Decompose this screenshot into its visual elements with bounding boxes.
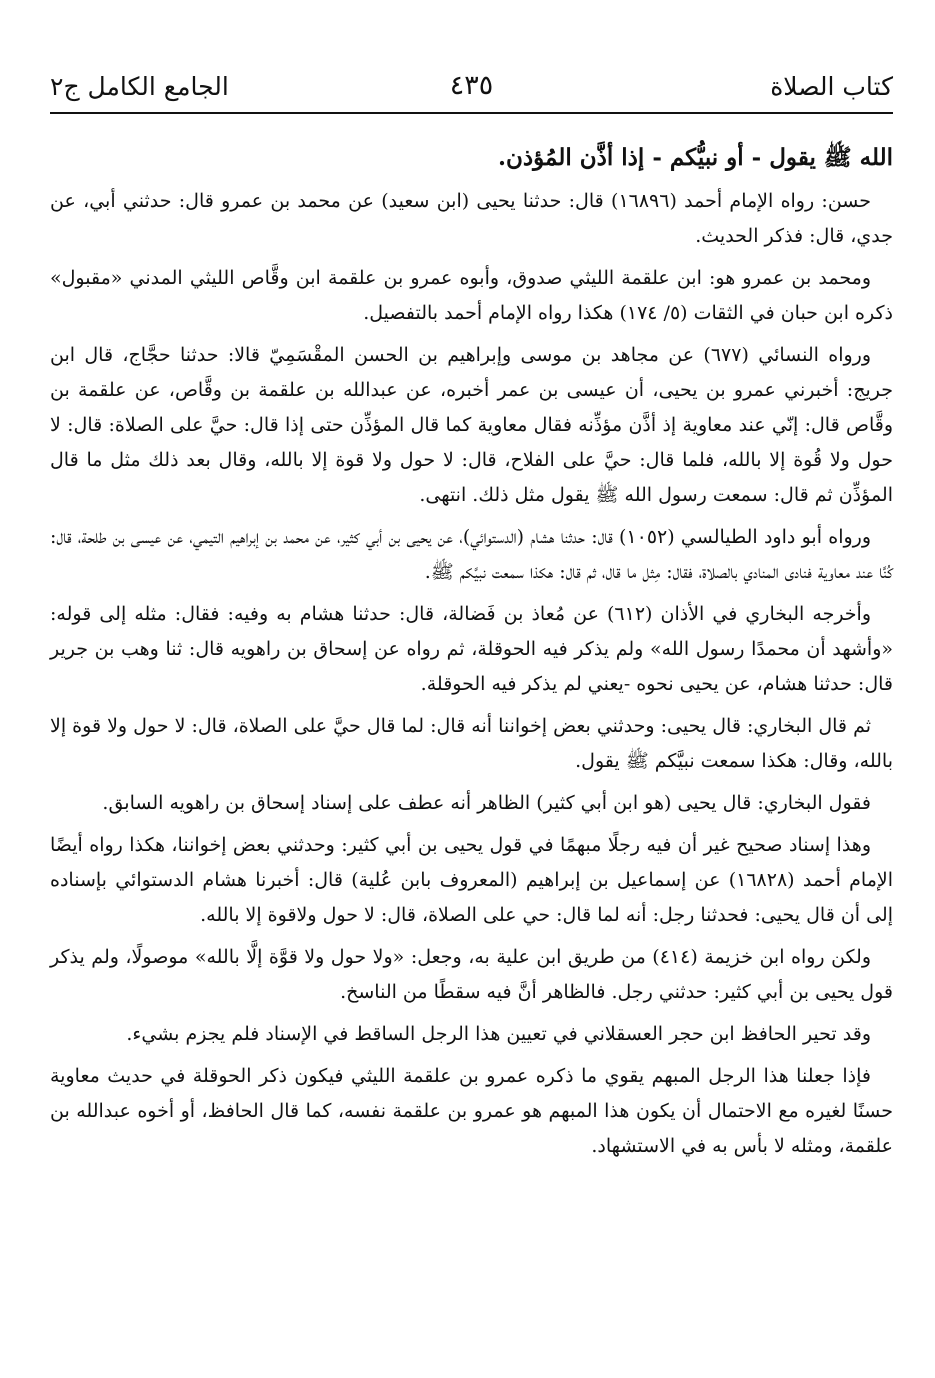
- paragraph-3: ومحمد بن عمرو هو: ابن علقمة الليثي صدوق، وأبوه عمرو بن علقمة ابن وقَّاص الليثي المدني «مقبول» ذكره ابن حبان في الثقات (٥/ ١٧٤) هكذا رواه الإمام أحمد بالتفصيل.: [50, 267, 893, 324]
- paragraph-9: وهذا إسناد صحيح غير أن فيه رجلًا مبهمًا في قول يحيى بن أبي كثير: وحدثني بعض إخواننا، هكذا رواه أيضًا الإمام أحمد (١٦٨٢٨) عن إسماعيل بن إبراهيم (المعروف بابن عُلية) قال: أخبرنا هشام الدستوائي بإسناده إلى أن قال يحيى: فحدثنا رجل: أنه لما قال: حي على الصلاة، قال: لا حول ولاقوة إلا بالله.: [50, 834, 893, 926]
- paragraph-2: حسن: رواه الإمام أحمد (١٦٨٩٦) قال: حدثنا يحيى (ابن سعيد) عن محمد بن عمرو قال: حدثني أبي، عن جدي، قال: فذكر الحديث.: [50, 190, 893, 247]
- page-number: ٤٣٥: [449, 70, 494, 101]
- paragraph-12: فإذا جعلنا هذا الرجل المبهم يقوي ما ذكره عمرو بن علقمة الليثي فيكون ذكر الحوقلة في حديث معاوية حسنًا لغيره مع الاحتمال أن يكون هذا المبهم هو عمرو بن علقمة نفسه، كما قال الحافظ، أو أخوه عبدالله بن علقمة، ومثله لا بأس به في الاستشهاد.: [50, 1065, 893, 1157]
- paragraph-4: ورواه النسائي (٦٧٧) عن مجاهد بن موسى وإبراهيم بن الحسن المقْسَمِيّ قالا: حدثنا حجَّاج، قال ابن جريج: أخبرني عمرو بن يحيى، أن عيسى بن عمر أخبره، عن عبدالله بن علقمة بن وقَّاص، عن علقمة بن وقَّاص قال: إنّي عند معاوية إذ أذَّن مؤذِّنه فقال معاوية كما قال المؤذِّن حتى إذا قال: حيَّ على الصلاة: قال: لا حول ولا قُوة إلا بالله، فلما قال: حيَّ على الفلاح، قال: لا حول ولا قوة إلا بالله، وقال بعد ذلك مثل ما قال المؤذِّن ثم قال: سمعت رسول الله ﷺ يقول مثل ذلك. انتهى.: [50, 344, 893, 506]
- paragraph-10: ولكن رواه ابن خزيمة (٤١٤) من طريق ابن علية به، وجعل: «ولا حول ولا قوَّة إلَّا بالله» موصولًا، ولم يذكر قول يحيى بن أبي كثير: حدثني رجل. فالظاهر أنَّ فيه سقطًا من الناسخ.: [50, 946, 893, 1003]
- paragraph-6: وأخرجه البخاري في الأذان (٦١٢) عن مُعاذ بن فَضالة، قال: حدثنا هشام به وفيه: فقال: مثله إلى قوله: «وأشهد أن محمدًا رسول الله» ولم يذكر فيه الحوقلة، ثم رواه عن إسحاق بن راهويه قال: ثنا وهب بن جرير قال: حدثنا هشام، عن يحيى نحوه -يعني لم يذكر فيه الحوقلة.: [50, 603, 893, 695]
- paragraph-7: ثم قال البخاري: قال يحيى: وحدثني بعض إخواننا أنه قال: لما قال حيَّ على الصلاة، قال: لا حول ولا قوة إلا بالله، وقال: هكذا سمعت نبيَّكم ﷺ يقول.: [50, 715, 893, 772]
- paragraph-8: فقول البخاري: قال يحيى (هو ابن أبي كثير) الظاهر أنه عطف على إسناد إسحاق بن راهويه السابق.: [102, 792, 871, 814]
- paragraph-11: وقد تحير الحافظ ابن حجر العسقلاني في تعيين هذا الرجل الساقط في الإسناد فلم يجزم بشيء.: [126, 1023, 871, 1045]
- book-title: الجامع الكامل ج٢: [50, 72, 229, 101]
- page-body: [50, 138, 893, 1164]
- chapter-title: كتاب الصلاة: [770, 72, 893, 101]
- page-header: [50, 62, 893, 114]
- paragraph-1: الله ﷺ يقول - أو نبيُّكم - إذا أذَّن المُؤذن.: [498, 144, 893, 171]
- paragraph-5: ورواه أبو داود الطيالسي (١٠٥٢) قال: حدثنا هشام (الدستوائي)، عن يحيى بن أبي كثير، عن محمد بن إبراهيم التيمي، عن عيسى بن طلحة، قال: كُنَّا عند معاوية فنادى المنادي بالصلاة، فقال: مِثل ما قال، ثم قال: هكذا سمعت نبيَّكم ﷺ.: [50, 526, 893, 583]
